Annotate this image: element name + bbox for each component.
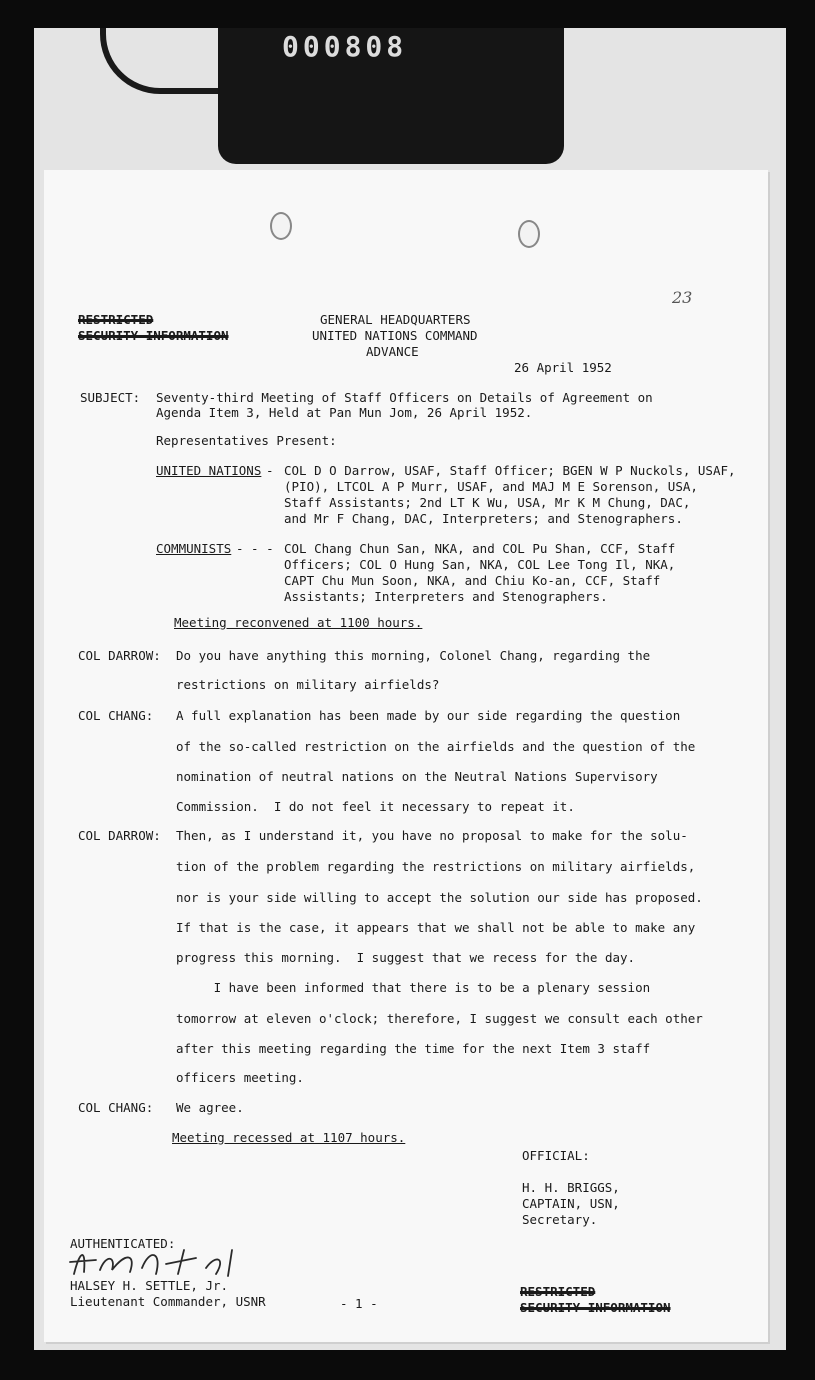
chang-1-line-4: Commission. I do not feel it necessary to repeat it. <box>176 799 575 814</box>
official-rank: CAPTAIN, USN, <box>522 1196 620 1211</box>
darrow-1-line-2: restrictions on military airfields? <box>176 677 440 692</box>
authenticated-name: HALSEY H. SETTLE, Jr. <box>70 1278 229 1293</box>
communists-line-4: Assistants; Interpreters and Stenographers. <box>284 589 608 604</box>
classification-bottom-1: RESTRICTED <box>520 1284 596 1299</box>
speaker-chang-2: COL CHANG: <box>78 1100 154 1115</box>
chang-2-line-1: We agree. <box>176 1100 244 1115</box>
communists-line-3: CAPT Chu Mun Soon, NKA, and Chiu Ko-an, CCF, Staff <box>284 573 661 588</box>
chang-1-line-2: of the so-called restriction on the airfields and the question of the <box>176 739 696 754</box>
chang-1-line-3: nomination of neutral nations on the Neutral Nations Supervisory <box>176 769 658 784</box>
org-line-2: UNITED NATIONS COMMAND <box>312 328 478 343</box>
authenticated-rank: Lieutenant Commander, USNR <box>70 1294 266 1309</box>
communists-label: COMMUNISTS <box>156 541 232 556</box>
speaker-darrow-2: COL DARROW: <box>78 828 161 843</box>
stamp-digits: 000808 <box>282 30 408 63</box>
darrow-2-line-7: tomorrow at eleven o'clock; therefore, I suggest we consult each other <box>176 1011 703 1026</box>
page-number: - 1 - <box>340 1296 378 1311</box>
speaker-chang-1: COL CHANG: <box>78 708 154 723</box>
darrow-2-line-6: I have been informed that there is to be a plenary session <box>176 980 651 995</box>
punch-hole-left <box>270 212 292 240</box>
communists-line-1: COL Chang Chun San, NKA, and COL Pu Shan, CCF, Staff <box>284 541 676 556</box>
speaker-darrow-1: COL DARROW: <box>78 648 161 663</box>
darrow-2-line-8: after this meeting regarding the time for the next Item 3 staff <box>176 1041 651 1056</box>
subject-label: SUBJECT: <box>80 390 141 405</box>
un-label: UNITED NATIONS <box>156 463 262 478</box>
representatives-heading: Representatives Present: <box>156 433 337 448</box>
subject-line-2: Agenda Item 3, Held at Pan Mun Jom, 26 April 1952. <box>156 405 533 420</box>
official-label: OFFICIAL: <box>522 1148 590 1163</box>
un-line-3: Staff Assistants; 2nd LT K Wu, USA, Mr K M Chung, DAC, <box>284 495 691 510</box>
darrow-2-line-9: officers meeting. <box>176 1070 304 1085</box>
official-name: H. H. BRIGGS, <box>522 1180 620 1195</box>
darrow-2-line-3: nor is your side willing to accept the solution our side has proposed. <box>176 890 703 905</box>
communists-dash: - - - <box>236 541 274 556</box>
authenticated-label: AUTHENTICATED: <box>70 1236 176 1251</box>
org-line-1: GENERAL HEADQUARTERS <box>320 312 471 327</box>
un-dash: - <box>266 463 274 478</box>
punch-hole-right <box>518 220 540 248</box>
darrow-2-line-1: Then, as I understand it, you have no proposal to make for the solu- <box>176 828 688 843</box>
classification-top-2: SECURITY INFORMATION <box>78 328 229 343</box>
communists-line-2: Officers; COL O Hung San, NKA, COL Lee Tong Il, NKA, <box>284 557 676 572</box>
un-line-1: COL D O Darrow, USAF, Staff Officer; BGEN W P Nuckols, USAF, <box>284 463 736 478</box>
official-title: Secretary. <box>522 1212 598 1227</box>
classification-bottom-2: SECURITY INFORMATION <box>520 1300 671 1315</box>
darrow-2-line-2: tion of the problem regarding the restrictions on military airfields, <box>176 859 696 874</box>
handwritten-page-number: 23 <box>672 288 693 307</box>
reconvened-note: Meeting reconvened at 1100 hours. <box>174 615 423 630</box>
document-date: 26 April 1952 <box>514 360 612 375</box>
chang-1-line-1: A full explanation has been made by our side regarding the question <box>176 708 681 723</box>
classification-top-1: RESTRICTED <box>78 312 154 327</box>
un-line-4: and Mr F Chang, DAC, Interpreters; and Stenographers. <box>284 511 683 526</box>
handwritten-signature <box>66 1244 246 1280</box>
recessed-note: Meeting recessed at 1107 hours. <box>172 1130 406 1145</box>
un-line-2: (PIO), LTCOL A P Murr, USAF, and MAJ M E Sorenson, USA, <box>284 479 698 494</box>
subject-line-1: Seventy-third Meeting of Staff Officers on Details of Agreement on <box>156 390 653 405</box>
darrow-2-line-4: If that is the case, it appears that we shall not be able to make any <box>176 920 696 935</box>
darrow-2-line-5: progress this morning. I suggest that we recess for the day. <box>176 950 636 965</box>
darrow-1-line-1: Do you have anything this morning, Colonel Chang, regarding the <box>176 648 651 663</box>
org-line-3: ADVANCE <box>366 344 419 359</box>
